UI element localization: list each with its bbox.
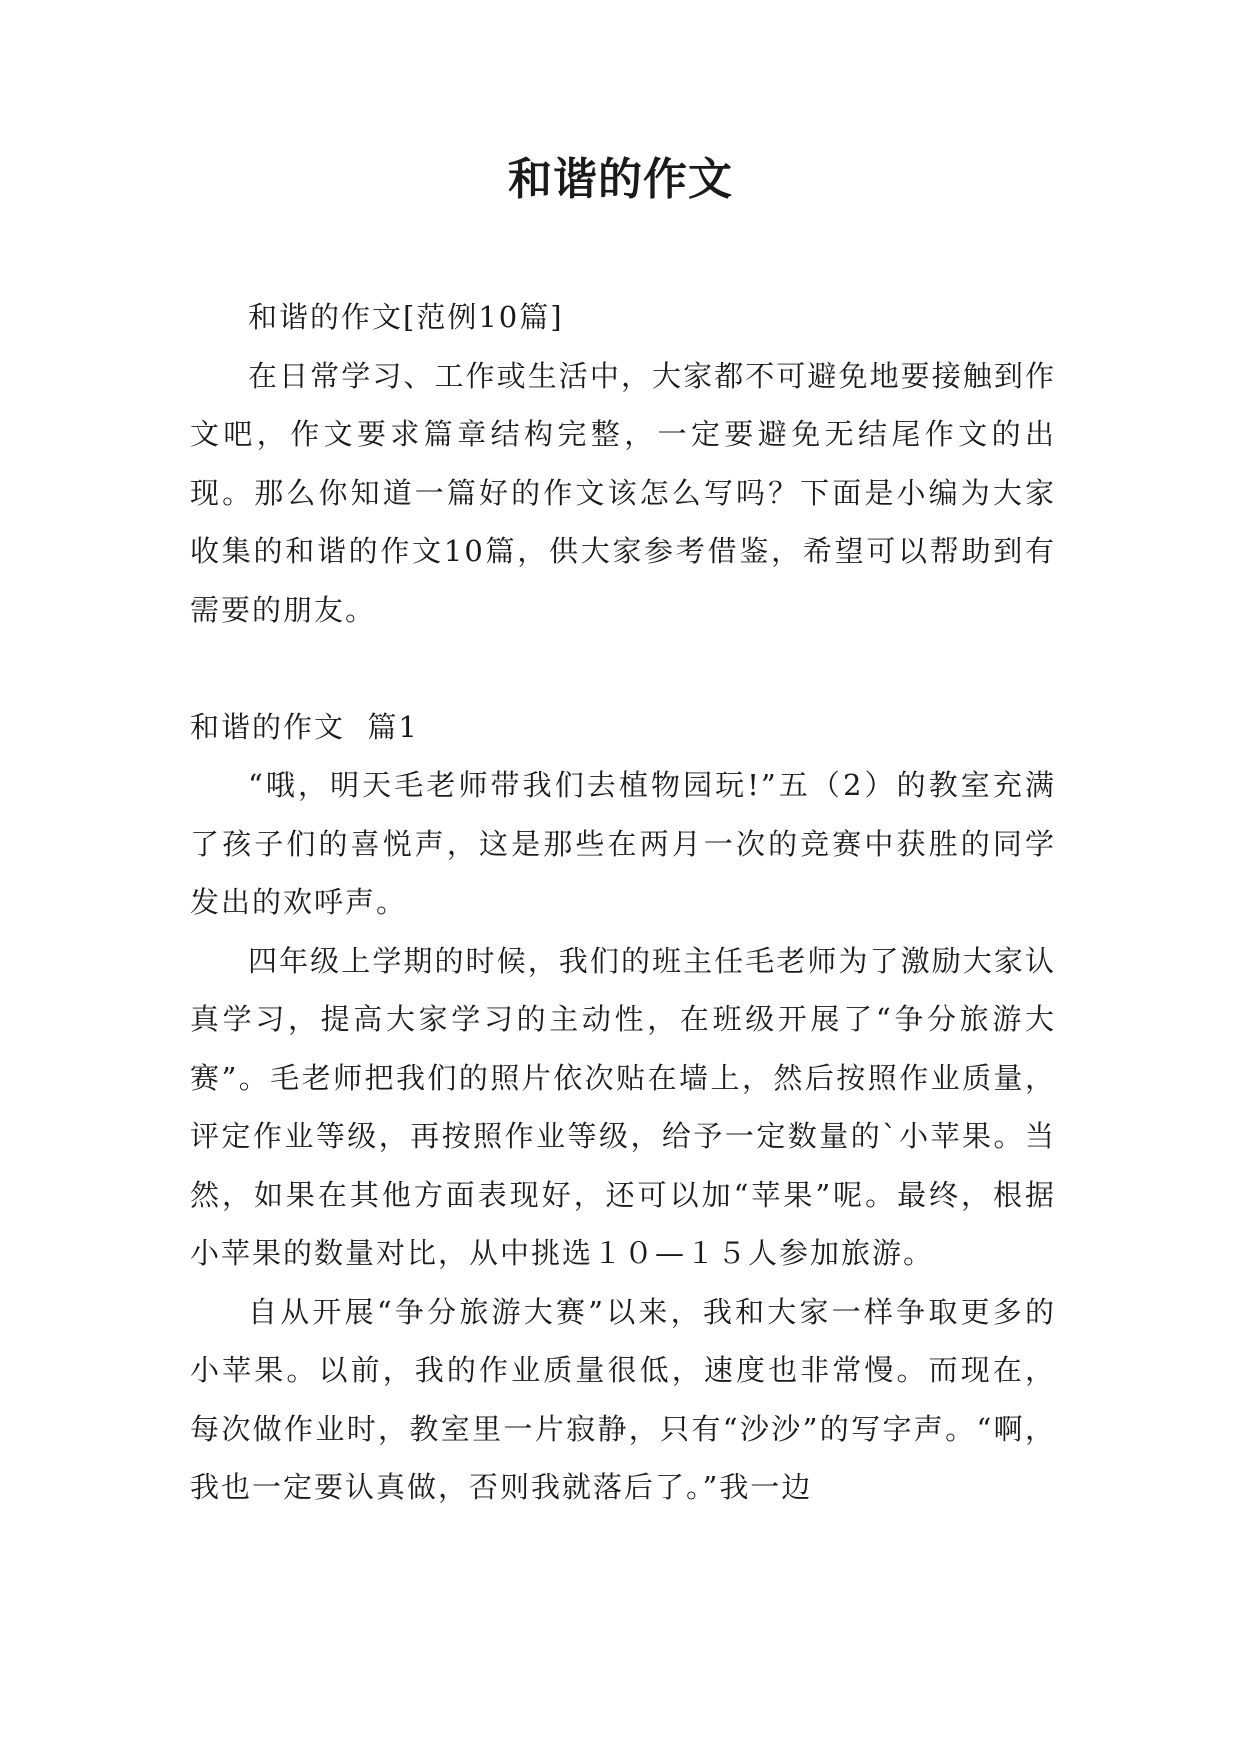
intro-paragraph: 在日常学习、工作或生活中，大家都不可避免地要接触到作文吧，作文要求篇章结构完整，一定要避免无结尾作文的出现。那么你知道一篇好的作文该怎么写吗？下面是小编为大家收集的和谐的作文10篇，供大家参考借鉴，希望可以帮助到有需要的朋友。 bbox=[190, 358, 1056, 627]
body-paragraph: 自从开展“争分旅游大赛”以来，我和大家一样争取更多的小苹果。以前，我的作业质量很低，速度也非常慢。而现在，每次做作业时，教室里一片寂静，只有“沙沙”的写字声。“啊，我也一定要认真做，否则我就落后了。”我一边 bbox=[190, 1294, 1056, 1504]
document-body bbox=[190, 288, 1056, 1517]
section-heading: 和谐的作文 篇1 bbox=[190, 709, 419, 744]
body-paragraph: 四年级上学期的时候，我们的班主任毛老师为了激励大家认真学习，提高大家学习的主动性，在班级开展了“争分旅游大赛”。毛老师把我们的照片依次贴在墙上，然后按照作业质量，评定作业等级，再按照作业等级，给予一定数量的`小苹果。当然，如果在其他方面表现好，还可以加“苹果”呢。最终，根据小苹果的数量对比，从中挑选１０—１５人参加旅游。 bbox=[190, 943, 1056, 1270]
document-subtitle: 和谐的作文[范例10篇] bbox=[248, 300, 564, 334]
document-title: 和谐的作文 bbox=[508, 154, 733, 205]
body-paragraph: “哦，明天毛老师带我们去植物园玩!”五（2）的教室充满了孩子们的喜悦声，这是那些在两月一次的竞赛中获胜的同学发出的欢呼声。 bbox=[190, 768, 1056, 919]
